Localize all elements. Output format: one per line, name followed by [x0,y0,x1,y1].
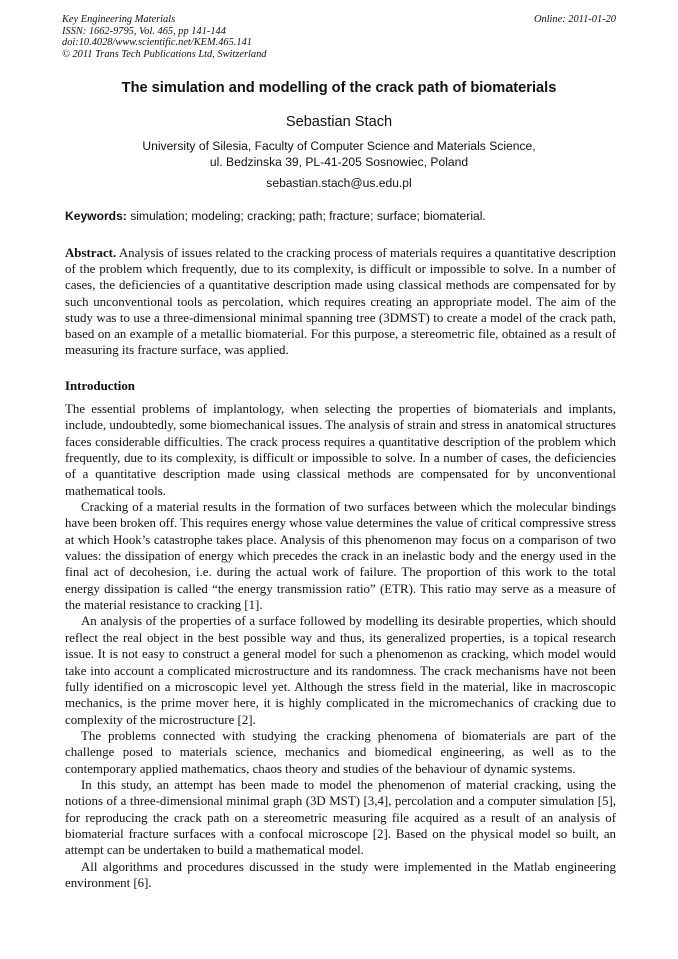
abstract-text: Analysis of issues related to the cracking process of materials requires a quantitative description of the problem which frequently, due to its complexity, is difficult or impossible to solve. In a number of cases, the deficiencies of a quantitative description made using classical methods are compensated for by such unconventional tools as percolation, which requires creating an appropriate model. The aim of the study was to use a three-dimensional minimal spanning tree (3DMST) to create a model of the crack path, based on an example of a metallic biomaterial. For this purpose, a stereometric file, obtained as a result of measuring its fracture surface, was applied. [65,246,616,358]
keywords-label: Keywords: [65,209,127,223]
author-name: Sebastian Stach [285,114,393,130]
copyright-line: © 2011 Trans Tech Publications Ltd, Switzerland [62,48,267,60]
doi-line: doi:10.4028/www.scientific.net/KEM.465.141 [62,37,252,49]
abstract-label: Abstract. [65,246,117,260]
affiliation [40,138,638,170]
paragraph: All algorithms and procedures discussed in the study were implemented in the Matlab engineering environment [6]. [65,859,616,890]
abstract [65,245,616,358]
introduction-body [65,401,616,891]
paragraph: The essential problems of implantology, when selecting the properties of biomaterials and implants, include, undoubtedly, some biomechanical issues. The analysis of strain and stress in anatomical structures faces considerable difficulties. The crack process requires a quantitative description of the problem which frequently, due to its complexity, is difficult or impossible to solve. In a number of cases, the deficiencies of a quantitative description made using classical methods are compensated for by unconventional mathematical tools. [65,402,616,498]
keywords [65,209,616,223]
paragraph: An analysis of the properties of a surface followed by modelling its desirable properties, which should reflect the real object in the best possible way and thus, its generalized properties, is a topical research issue. It is not easy to construct a general model for such a phenomenon as cracking, which model would take into account a complicated microstructure and its randomness. The crack mechanisms have not been fully identified on a microscopic level yet. Although the stress field in the material, like in macroscopic mechanics, is the prime mover here, it is highly complicated in the micromechanics of cracking due to complexity of the microstructure [2]. [65,614,616,727]
paragraph: In this study, an attempt has been made to model the phenomenon of material cracking, using the notions of a three-dimensional minimal graph (3D MST) [3,4], percolation and a computer simulation [5], for reproducing the crack path on a stereometric measuring file acquired as a result of an analysis of biomaterial fracture surfaces with a confocal microscope [2]. Based on the physical model so built, an attempt can be undertaken to build a mathematical model. [65,777,616,858]
affiliation-line-2: ul. Bedzinska 39, PL-41-205 Sosnowiec, Poland [209,155,469,169]
issn-line: ISSN: 1662-9795, Vol. 465, pp 141-144 [62,25,226,37]
online-date: Online: 2011-01-20 [533,14,616,25]
paragraph: The problems connected with studying the cracking phenomena of biomaterials are part of the challenge posed to materials science, mechanics and biomedical engineering, as well as to the contemporary applied mathematics, chaos theory and studies of the behaviour of dynamic systems. [65,728,616,776]
keywords-text: simulation; modeling; cracking; path; fracture; surface; biomaterial. [126,209,486,223]
affiliation-line-1: University of Silesia, Faculty of Computer Science and Materials Science, [142,139,536,153]
journal-name: Key Engineering Materials [62,14,176,25]
author-email: sebastian.stach@us.edu.pl [266,176,412,190]
publication-header [62,14,616,60]
introduction-heading: Introduction [65,379,135,393]
paper-title: The simulation and modelling of the crack path of biomaterials [121,80,557,96]
paragraph: Cracking of a material results in the formation of two surfaces between which the molecular bindings have been broken off. This requires energy whose value determines the value of critical compressive stress at which Hook’s catastrophe takes place. Analysis of this phenomenon may focus on a comparison of two values: the dissipation of energy which precedes the crack in an inelastic body and the energy used in the final act of decohesion, i.e. during the actual work of failure. The proportion of this work to the total energy dissipation is called “the energy transmission ratio” (ETR). This ratio may serve as a measure of the material resistance to cracking [1]. [65,500,616,613]
